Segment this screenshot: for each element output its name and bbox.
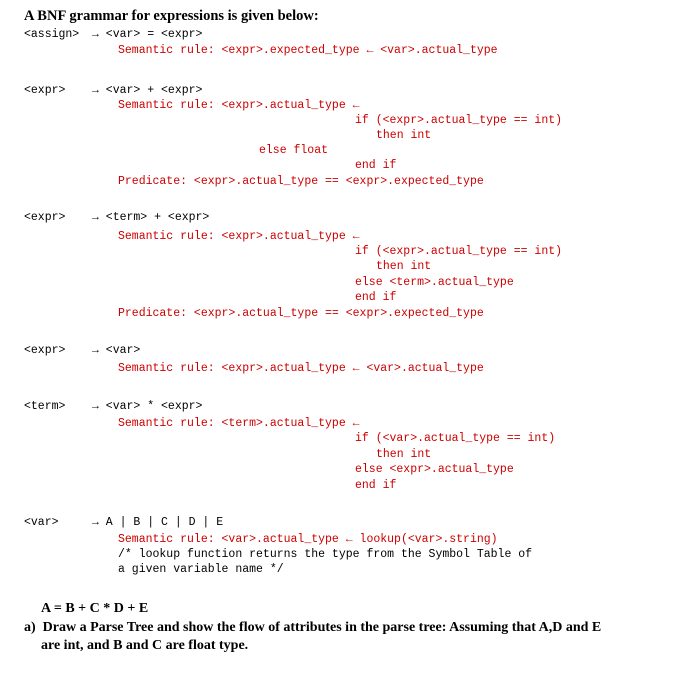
expression: A = B + C * D + E [41,601,149,616]
expr2-semantic-rule: Semantic rule: <expr>.actual_type ← [118,230,360,243]
var-comment-line1: /* lookup function returns the type from the Symbol Table of [118,548,533,561]
term-then: then int [376,448,432,461]
expr2-if: if (<expr>.actual_type == int) [355,245,563,258]
expr2-lhs: <expr> [24,211,66,224]
var-rhs: → A | B | C | D | E [92,516,224,529]
expr1-semantic-rule: Semantic rule: <expr>.actual_type ← [118,99,360,112]
assign-lhs: <assign> [24,28,80,41]
expr1-rhs: → <var> + <expr> [92,84,203,97]
term-else: else <expr>.actual_type [355,463,514,476]
expr1-else: else float [259,144,329,157]
expr3-rhs: → <var> [92,344,141,357]
expr2-else: else <term>.actual_type [355,276,514,289]
var-semantic-rule: Semantic rule: <var>.actual_type ← lookup(<var>.string) [118,533,498,546]
question-line2: are int, and B and C are float type. [41,638,249,653]
expr2-rhs: → <term> + <expr> [92,211,210,224]
expr1-predicate: Predicate: <expr>.actual_type == <expr>.expected_type [118,175,484,188]
question-line1: a) Draw a Parse Tree and show the flow of attributes in the parse tree: Assuming that A,D and E [24,620,602,635]
var-lhs: <var> [24,516,59,529]
term-endif: end if [355,479,397,492]
term-rhs: → <var> * <expr> [92,400,203,413]
assign-rhs: → <var> = <expr> [92,28,203,41]
expr2-endif: end if [355,291,397,304]
assign-semantic-rule: Semantic rule: <expr>.expected_type ← <var>.actual_type [118,44,498,57]
term-lhs: <term> [24,400,66,413]
expr3-lhs: <expr> [24,344,66,357]
term-semantic-rule: Semantic rule: <term>.actual_type ← [118,417,360,430]
heading: A BNF grammar for expressions is given below: [24,8,319,24]
expr3-semantic-rule: Semantic rule: <expr>.actual_type ← <var>.actual_type [118,362,484,375]
expr2-then: then int [376,260,432,273]
var-comment-line2: a given variable name */ [118,563,284,576]
expr1-lhs: <expr> [24,84,66,97]
term-if: if (<var>.actual_type == int) [355,432,556,445]
expr1-endif: end if [355,159,397,172]
expr1-if: if (<expr>.actual_type == int) [355,114,563,127]
expr1-then: then int [376,129,432,142]
expr2-predicate: Predicate: <expr>.actual_type == <expr>.expected_type [118,307,484,320]
